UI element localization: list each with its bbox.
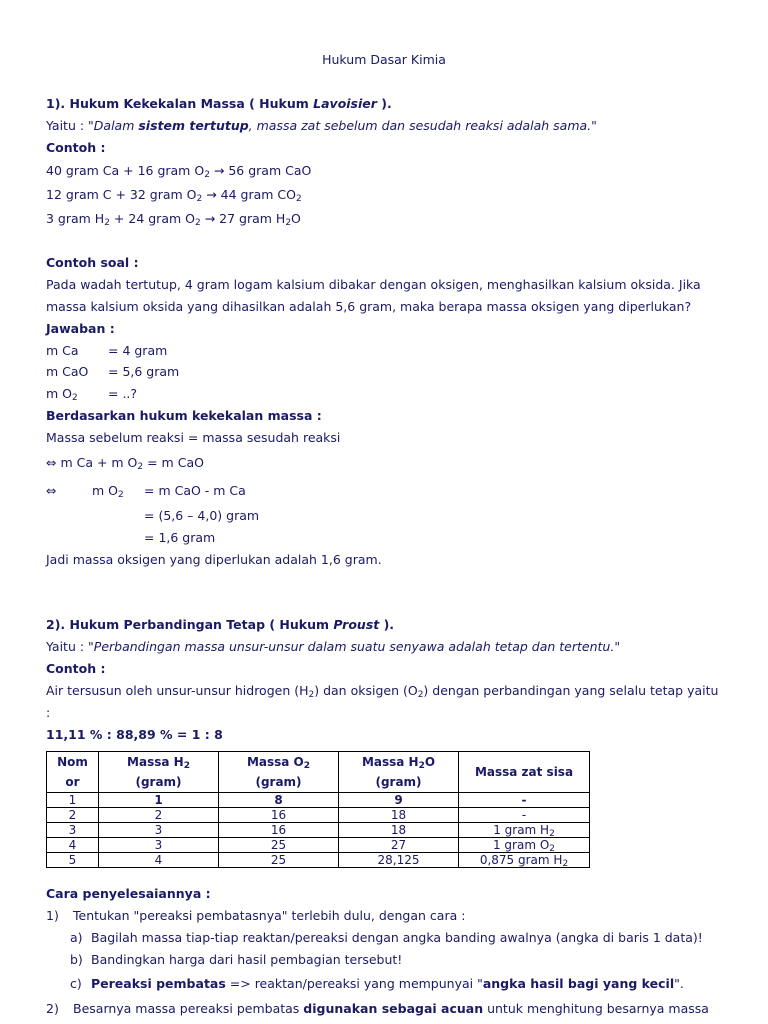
soal-text-2: massa kalsium oksida yang dihasilkan adalah 5,6 gram, maka berapa massa oksigen yang diperlukan? [46, 299, 692, 314]
section-1-heading: 1). Hukum Kekekalan Massa ( Hukum Lavoisier ). [46, 96, 392, 111]
step-1-number: 1) [46, 908, 59, 923]
step-2-number: 2) [46, 1001, 59, 1016]
cell-o2: 25 [219, 853, 339, 868]
given-mca-value: = 4 gram [108, 343, 168, 358]
cell-h2o: 9 [339, 793, 459, 808]
cell-o2: 16 [219, 823, 339, 838]
step-1c-number: c) [70, 976, 82, 991]
section-2-definition: Yaitu : "Perbandingan massa unsur-unsur dalam suatu senyawa adalah tetap dan tertentu." [46, 639, 621, 654]
cell-sisa: 0,875 gram $H_2$ [459, 853, 590, 868]
step-1b-text: Bandingkan harga dari hasil pembagian tersebut! [91, 952, 403, 967]
cell-sisa: 1 gram $O_2$ [459, 838, 590, 853]
section-2-heading: 2). Hukum Perbandingan Tetap ( Hukum Proust ). [46, 617, 395, 632]
given-mo2-value: = ..? [108, 386, 138, 401]
step-1-text: Tentukan "pereaksi pembatasnya" terlebih dulu, dengan cara : [73, 908, 466, 923]
header-nomor: Nom or [47, 752, 99, 793]
given-mcao-value: = 5,6 gram [108, 364, 180, 379]
cell-no: 4 [47, 838, 99, 853]
conclusion: Jadi massa oksigen yang diperlukan adalah 1,6 gram. [46, 552, 382, 567]
cell-sisa: 1 gram $H_2$ [459, 823, 590, 838]
step-2-text: Besarnya massa pereaksi pembatas digunakan sebagai acuan untuk menghitung besarnya massa [73, 1001, 709, 1016]
section-1-definition: Yaitu : "Dalam sistem tertutup, massa zat sebelum dan sesudah reaksi adalah sama." [46, 118, 597, 133]
jawaban-label: Jawaban : [46, 321, 115, 336]
cell-h2: 2 [99, 808, 219, 823]
cell-h2: 4 [99, 853, 219, 868]
cell-no: 3 [47, 823, 99, 838]
given-mca-label: m Ca [46, 343, 79, 358]
equation-2-lhs: m $O_2$ [92, 483, 124, 500]
contoh-label: Contoh : [46, 140, 106, 155]
step-1a-text: Bagilah massa tiap-tiap reaktan/pereaksi dengan angka banding awalnya (angka di baris 1 data)! [91, 930, 703, 945]
mass-conservation-statement: Massa sebelum reaksi = massa sesudah reaksi [46, 430, 341, 445]
table-row [47, 823, 590, 838]
step-1c-text: Pereaksi pembatas => reaktan/pereaksi yang mempunyai "angka hasil bagi yang kecil". [91, 976, 684, 991]
equation-1: ⇔ m Ca + m $O_2 = m$ CaO [46, 455, 204, 472]
soal-text-1: Pada wadah tertutup, 4 gram logam kalsium dibakar dengan oksigen, menghasilkan kalsium oksida. Jika [46, 277, 701, 292]
header-massa-h2: Massa $H_2$ (gram) [99, 752, 219, 793]
cell-h2o: 18 [339, 808, 459, 823]
cell-no: 5 [47, 853, 99, 868]
example-1: 40 gram Ca + 16 gram $O_2 \to 56$ gram CaO [46, 163, 312, 180]
equation-2-symbol: ⇔ [46, 483, 57, 498]
cell-sisa: - [459, 793, 590, 808]
header-massa-h2o: Massa $H_2O$ (gram) [339, 752, 459, 793]
ratio-line: 11,11 % : 88,89 % = 1 : 8 [46, 727, 223, 742]
example-3: 3 gram $H_2 + 24$ gram $O_2 \to 27$ gram $H_2O$ [46, 211, 301, 228]
table-header-row [47, 752, 590, 793]
cell-h2: 3 [99, 838, 219, 853]
cell-h2o: 27 [339, 838, 459, 853]
cell-h2: 1 [99, 793, 219, 808]
table-row [47, 838, 590, 853]
contoh-soal-label: Contoh soal : [46, 255, 139, 270]
header-massa-zat-sisa: Massa zat sisa [459, 752, 590, 793]
table-row [47, 808, 590, 823]
cara-label: Cara penyelesaiannya : [46, 886, 211, 901]
cell-o2: 8 [219, 793, 339, 808]
mass-table [46, 751, 590, 868]
cell-h2o: 28,125 [339, 853, 459, 868]
berdasarkan-label: Berdasarkan hukum kekekalan massa : [46, 408, 322, 423]
air-text-1: Air tersusun oleh unsur-unsur hidrogen $(H_2)$ dan oksigen $(O_2)$ dengan perbandingan yang selalu tetap yaitu [46, 683, 719, 700]
air-text-2: : [46, 705, 51, 720]
example-2: 12 gram C + 32 gram $O_2 \to 44$ gram $CO_2$ [46, 187, 302, 204]
cell-h2: 3 [99, 823, 219, 838]
equation-3: = (5,6 – 4,0) gram [144, 508, 260, 523]
cell-o2: 16 [219, 808, 339, 823]
header-massa-o2: Massa $O_2$ (gram) [219, 752, 339, 793]
cell-sisa: - [459, 808, 590, 823]
given-mcao-label: m CaO [46, 364, 89, 379]
step-1a-number: a) [70, 930, 83, 945]
step-1b-number: b) [70, 952, 83, 967]
equation-2-rhs: = m CaO - m Ca [144, 483, 246, 498]
document-title: Hukum Dasar Kimia [322, 52, 446, 67]
contoh-label-2: Contoh : [46, 661, 106, 676]
equation-4: = 1,6 gram [144, 530, 216, 545]
given-mo2-label: m $O_2$ [46, 386, 78, 403]
table-row [47, 793, 590, 808]
cell-o2: 25 [219, 838, 339, 853]
table-row [47, 853, 590, 868]
cell-no: 1 [47, 793, 99, 808]
cell-no: 2 [47, 808, 99, 823]
cell-h2o: 18 [339, 823, 459, 838]
